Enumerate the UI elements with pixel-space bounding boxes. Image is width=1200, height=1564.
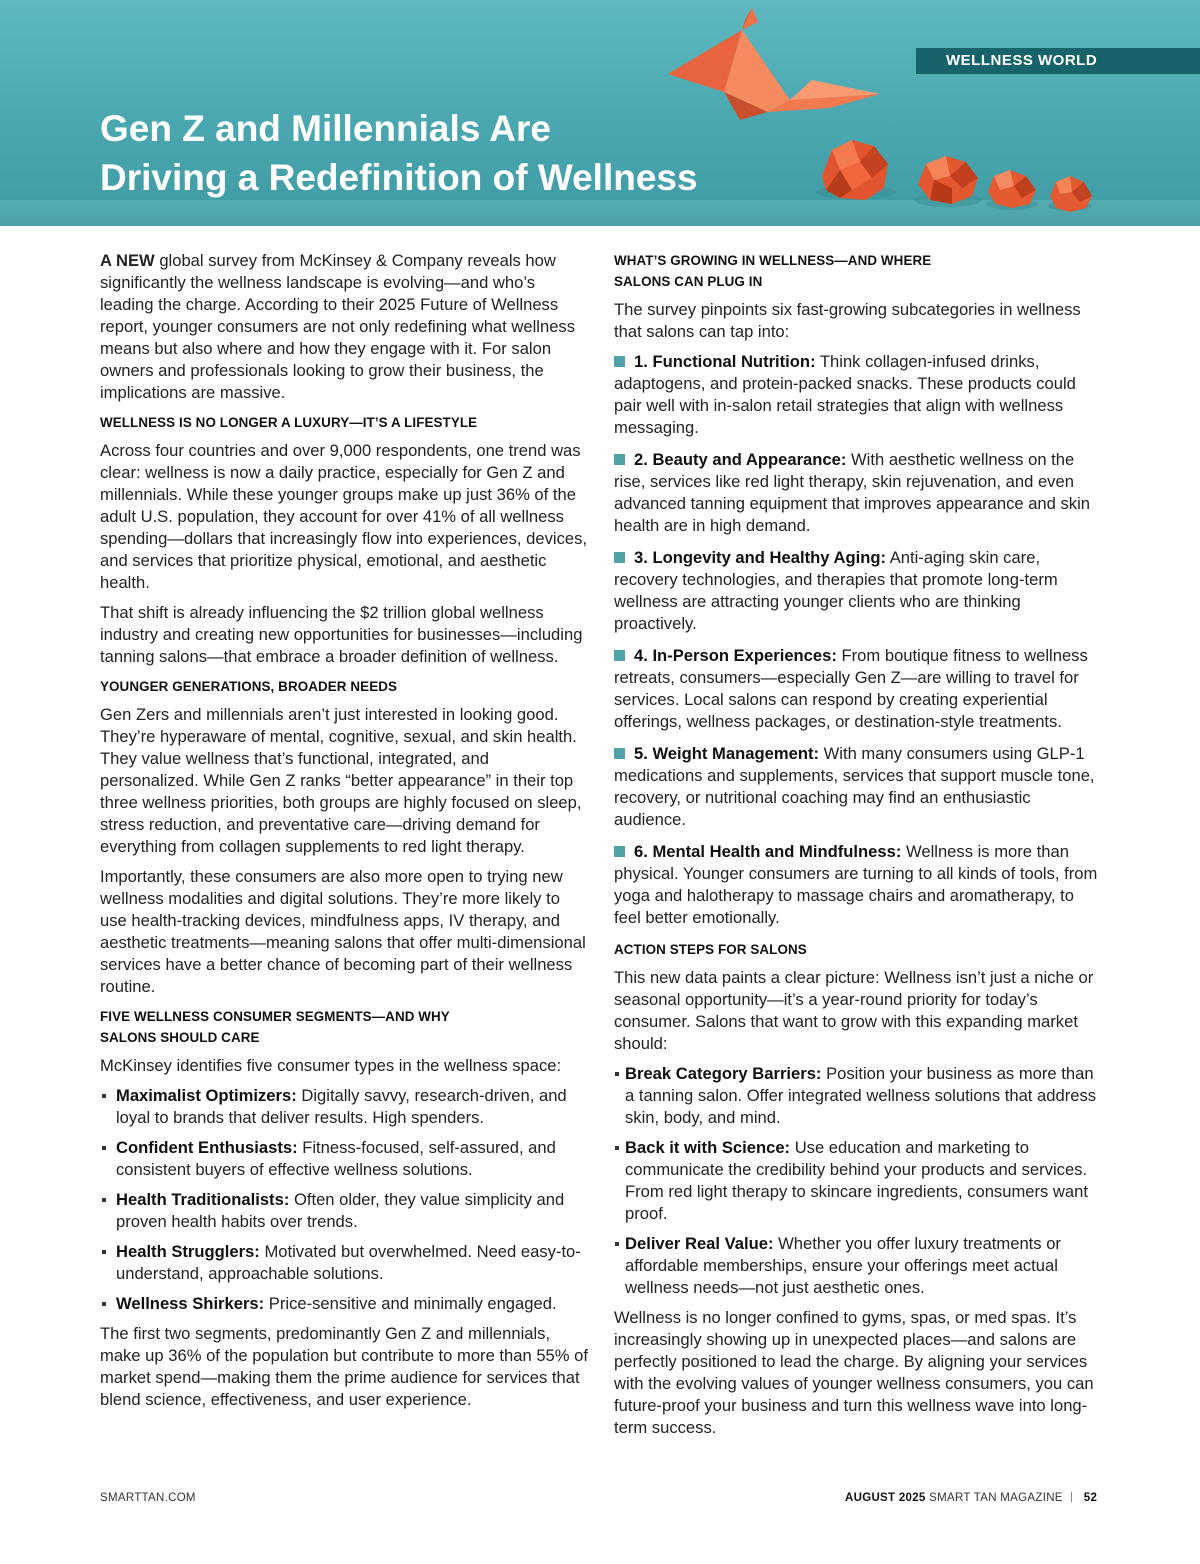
intro-text: global survey from McKinsey & Company reveals how significantly the wellness landscape is evolving—and who’s leading the charge. According to their 2025 Future of Wellness report, younger consumers are not only redefining what wellness means but also where and how they engage with it. For salon owners and professionals looking to grow their business, the implications are massive. [100,251,576,402]
category-term: 5. Weight Management: [634,744,820,763]
paragraph: This new data paints a clear picture: Wellness isn’t just a niche or seasonal opportunity—it’s a year-round priority for today’s consumer. Salons that want to grow with this expanding market should: [614,968,1094,1053]
category-text: With many consumers using GLP-1 medications and supplements, services that support muscle tone, recovery, or nutritional coaching may find an enthusiastic audience. [614,744,1095,829]
subheading-consumer-segments [100,1006,588,1048]
segment-term: Health Traditionalists: [116,1190,290,1209]
category-text: Think collagen-infused drinks, adaptogens, and protein-packed snacks. These products could pair well with in-salon retail strategies that align with wellness messaging. [614,352,1076,437]
hero-banner [0,0,1200,226]
subheading-whats-growing [614,250,1102,292]
category-item [614,547,1102,635]
square-bullet-icon [614,846,625,857]
segment-term: Confident Enthusiasts: [116,1138,298,1157]
category-term: 1. Functional Nutrition: [634,352,816,371]
subheading-younger-generations: YOUNGER GENERATIONS, BROADER NEEDS [100,679,398,694]
page-number: 52 [1083,1492,1098,1504]
category-text: Anti-aging skin care, recovery technologies, and therapies that promote long-term wellness are attracting younger clients who are thinking proactively. [614,548,1058,633]
left-column [100,250,588,1419]
magazine-name: SMART TAN MAGAZINE [929,1492,1063,1504]
paragraph: Importantly, these consumers are also more open to trying new wellness modalities and digital solutions. They’re more likely to use health-tracking devices, mindfulness apps, IV therapy, and aesthetic treatments—meaning salons that offer multi-dimensional services have a better chance of becoming part of their wellness routine. [100,867,586,996]
footer-website: SMARTTAN.COM [100,1492,196,1504]
paragraph: Wellness is no longer confined to gyms, spas, or med spas. It’s increasingly showing up in unexpected places—and salons are perfectly positioned to lead the charge. By aligning your services with the evolving values of younger wellness consumers, you can future-proof your business and turn this wellness wave into long-term success. [614,1308,1094,1437]
category-term: 6. Mental Health and Mindfulness: [634,842,902,861]
action-text: Use education and marketing to communicate the credibility behind your products and services. From red light therapy to skincare ingredients, consumers want proof. [625,1138,1088,1223]
category-item [614,351,1102,439]
segment-term: Maximalist Optimizers: [116,1086,297,1105]
category-item [614,449,1102,537]
segment-text: Often older, they value simplicity and proven health habits over trends. [116,1190,565,1231]
action-text: Position your business as more than a tanning salon. Offer integrated wellness solutions that address skin, body, and mind. [625,1064,1097,1127]
category-text: With aesthetic wellness on the rise, services like red light therapy, skin rejuvenation, and even advanced tanning equipment that improves appearance and skin health are in high demand. [614,450,1091,535]
segment-term: Health Strugglers: [116,1242,260,1261]
segment-term: Wellness Shirkers: [116,1294,265,1313]
subheading-line: SALONS CAN PLUG IN [614,274,763,289]
subheading-action-steps: ACTION STEPS FOR SALONS [614,942,807,957]
category-item [614,743,1102,831]
section-tag: WELLNESS WORLD [916,48,1200,74]
paragraph: The survey pinpoints six fast-growing subcategories in wellness that salons can tap into: [614,300,1081,341]
action-term: Back it with Science: [625,1138,791,1157]
square-bullet-icon [614,748,625,759]
square-bullet-icon [614,650,625,661]
segment-list [100,1085,588,1315]
paragraph: That shift is already influencing the $2 trillion global wellness industry and creating new opportunities for businesses—including tanning salons—that embrace a broader definition of wellness. [100,603,583,666]
page-title [100,104,820,202]
crumpled-paper-icon [914,156,982,207]
action-list [614,1063,1102,1299]
issue-date: AUGUST 2025 [845,1492,926,1504]
list-item [614,1063,1102,1129]
subheading-line: WHAT’S GROWING IN WELLNESS—AND WHERE [614,253,932,268]
list-item [100,1137,588,1181]
list-item [100,1189,588,1233]
segment-text: Price-sensitive and minimally engaged. [264,1294,557,1313]
subheading-lifestyle: WELLNESS IS NO LONGER A LUXURY—IT’S A LIFESTYLE [100,415,478,430]
title-line-1: Gen Z and Millennials Are [100,108,551,149]
intro-paragraph [100,250,588,404]
action-text: Whether you offer luxury treatments or affordable memberships, ensure your offerings meet actual wellness needs—not just aesthetic ones. [625,1234,1061,1297]
subheading-line: SALONS SHOULD CARE [100,1030,260,1045]
list-item [100,1085,588,1129]
square-bullet-icon [614,454,625,465]
segment-text: Digitally savvy, research-driven, and loyal to brands that deliver results. High spenders. [116,1086,567,1127]
crumpled-paper-icon [1048,176,1092,212]
paragraph: Across four countries and over 9,000 respondents, one trend was clear: wellness is now a daily practice, especially for Gen Z and millennials. While these younger groups make up just 36% of the adult U.S. population, they account for over 41% of all wellness spending—dollars that increasingly flow into experiences, devices, and services that prioritize physical, emotional, and aesthetic health. [100,441,588,592]
category-item [614,841,1102,929]
category-term: 3. Longevity and Healthy Aging: [634,548,887,567]
paragraph: Gen Zers and millennials aren’t just interested in looking good. They’re hyperaware of mental, cognitive, sexual, and skin health. They value wellness that’s functional, integrated, and personalized. While Gen Z ranks “better appearance” in their top three wellness priorities, both groups are highly focused on sleep, stress reduction, and preventative care—driving demand for everything from collagen supplements to red light therapy. [100,705,582,856]
divider [1071,1492,1072,1502]
list-item [100,1241,588,1285]
paragraph: The first two segments, predominantly Gen Z and millennials, make up 36% of the population but contribute to more than 55% of market spend—making them the prime audience for services that blend science, effectiveness, and user experience. [100,1324,588,1409]
crumpled-paper-icon [986,170,1038,210]
segment-text: Fitness-focused, self-assured, and consistent buyers of effective wellness solutions. [116,1138,556,1179]
category-text: From boutique fitness to wellness retreats, consumers—especially Gen Z—are willing to travel for services. Local salons can respond by creating experiential offerings, wellness packages, or destination-style treatments. [614,646,1088,731]
action-term: Deliver Real Value: [625,1234,774,1253]
action-term: Break Category Barriers: [625,1064,822,1083]
list-item [614,1233,1102,1299]
square-bullet-icon [614,552,625,563]
intro-lead: A NEW [100,251,155,270]
footer-issue [845,1492,1097,1504]
right-column [614,250,1102,1447]
category-text: Wellness is more than physical. Younger consumers are turning to all kinds of tools, from yoga and halotherapy to massage chairs and aromatherapy, to feel better emotionally. [614,842,1098,927]
paragraph: McKinsey identifies five consumer types in the wellness space: [100,1056,562,1075]
list-item [100,1293,588,1315]
category-term: 2. Beauty and Appearance: [634,450,847,469]
title-line-2: Driving a Redefinition of Wellness [100,157,698,198]
category-item [614,645,1102,733]
square-bullet-icon [614,356,625,367]
segment-text: Motivated but overwhelmed. Need easy-to-understand, approachable solutions. [116,1242,581,1283]
crumpled-paper-icon [816,140,896,200]
list-item [614,1137,1102,1225]
subheading-line: FIVE WELLNESS CONSUMER SEGMENTS—AND WHY [100,1009,450,1024]
category-term: 4. In-Person Experiences: [634,646,837,665]
